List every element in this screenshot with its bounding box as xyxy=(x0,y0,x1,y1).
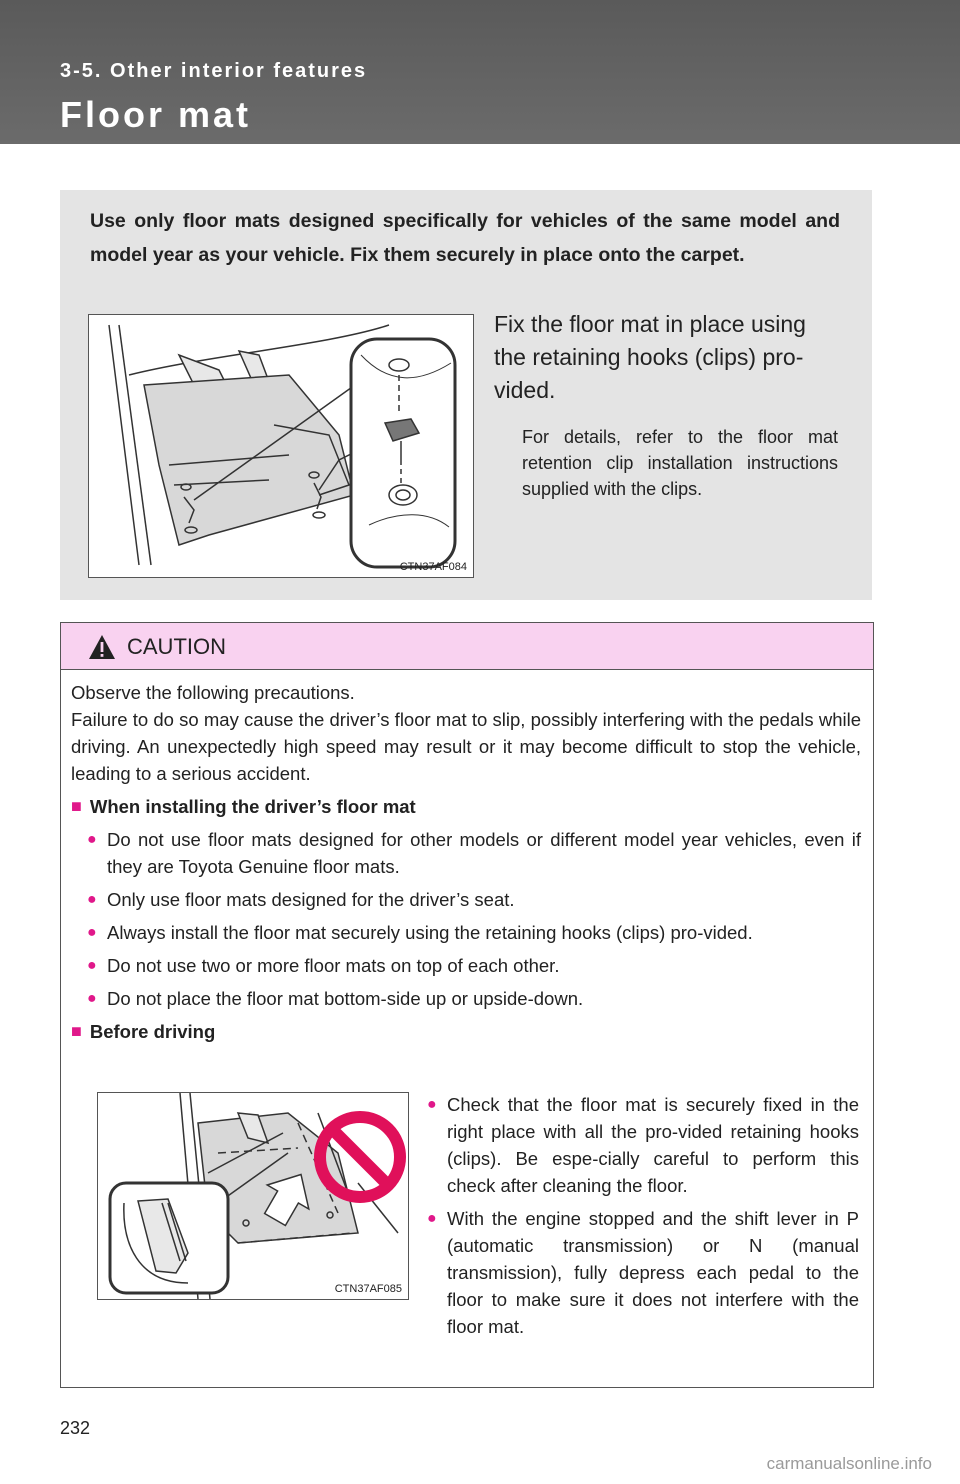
round-bullet-icon: ● xyxy=(427,1210,437,1227)
watermark: carmanualsonline.info xyxy=(766,1454,932,1473)
list-item: ● Do not place the floor mat bottom-side up or upside-down. xyxy=(71,985,861,1012)
round-bullet-icon: ● xyxy=(87,891,97,908)
round-bullet-icon: ● xyxy=(87,990,97,1007)
page-title: Floor mat xyxy=(60,94,252,135)
list-item: ● With the engine stopped and the shift lever in P (automatic transmission) or N (manual transmission), fully depress each pedal to the floor to make sure it does not interfere with the floor mat. xyxy=(427,1205,859,1340)
pedal-drawing xyxy=(98,1093,408,1299)
figure-code: CTN37AF084 xyxy=(399,561,467,573)
page-number: 232 xyxy=(60,1418,91,1438)
list-item: ● Check that the floor mat is securely fixed in the right place with all the pro-vided retaining hooks (clips). Be espe-cially careful to perform this check after cleaning the floor. xyxy=(427,1091,859,1199)
page-header xyxy=(0,0,960,144)
figure-code: CTN37AF085 xyxy=(334,1283,402,1295)
installing-heading xyxy=(71,793,861,820)
round-bullet-icon: ● xyxy=(427,1096,437,1113)
caution-intro-1: Observe the following precautions. xyxy=(71,682,355,703)
before-driving-heading xyxy=(71,1018,861,1045)
list-item: ● Do not use floor mats designed for other models or different model year vehicles, even if they are Toyota Genuine floor mats. xyxy=(71,826,861,880)
before-driving-heading-text: Before driving xyxy=(89,1021,216,1042)
round-bullet-icon: ● xyxy=(87,957,97,974)
list-item: ● Only use floor mats designed for the driver’s seat. xyxy=(71,886,861,913)
fix-instruction: Fix the floor mat in place using the retaining hooks (clips) pro-vided. xyxy=(494,311,806,403)
floor-mat-drawing xyxy=(89,315,473,577)
round-bullet-icon: ● xyxy=(87,831,97,848)
details-note: For details, refer to the floor mat retention clip installation instructions supplied with the clips. xyxy=(522,427,838,499)
list-item: ● Do not use two or more floor mats on top of each other. xyxy=(71,952,861,979)
caution-body xyxy=(71,679,861,1045)
square-bullet-icon: ■ xyxy=(71,796,82,816)
floor-mat-illustration xyxy=(88,314,474,578)
intro-text: Use only floor mats designed specifically for vehicles of the same model and model year as your vehicle. Fix them securely in place onto the carpet. xyxy=(90,210,840,266)
caution-title: CAUTION xyxy=(127,634,226,659)
round-bullet-icon: ● xyxy=(87,924,97,941)
installing-heading-text: When installing the driver’s floor mat xyxy=(89,796,416,817)
list-item: ● Always install the floor mat securely using the retaining hooks (clips) pro-vided. xyxy=(71,919,861,946)
before-driving-list xyxy=(427,1085,859,1340)
pedal-clearance-illustration xyxy=(97,1092,409,1300)
caution-header xyxy=(61,623,873,670)
caution-box xyxy=(60,622,874,1388)
caution-intro-2: Failure to do so may cause the driver’s floor mat to slip, possibly interfering with the pedals while driving. An unexpectedly high speed may result or it may become difficult to stop the vehicle, leading to a serious accident. xyxy=(71,709,861,784)
section-label: 3-5. Other interior features xyxy=(60,60,368,82)
intro-box xyxy=(60,190,872,600)
warning-triangle-icon xyxy=(87,633,117,661)
square-bullet-icon: ■ xyxy=(71,1021,82,1041)
